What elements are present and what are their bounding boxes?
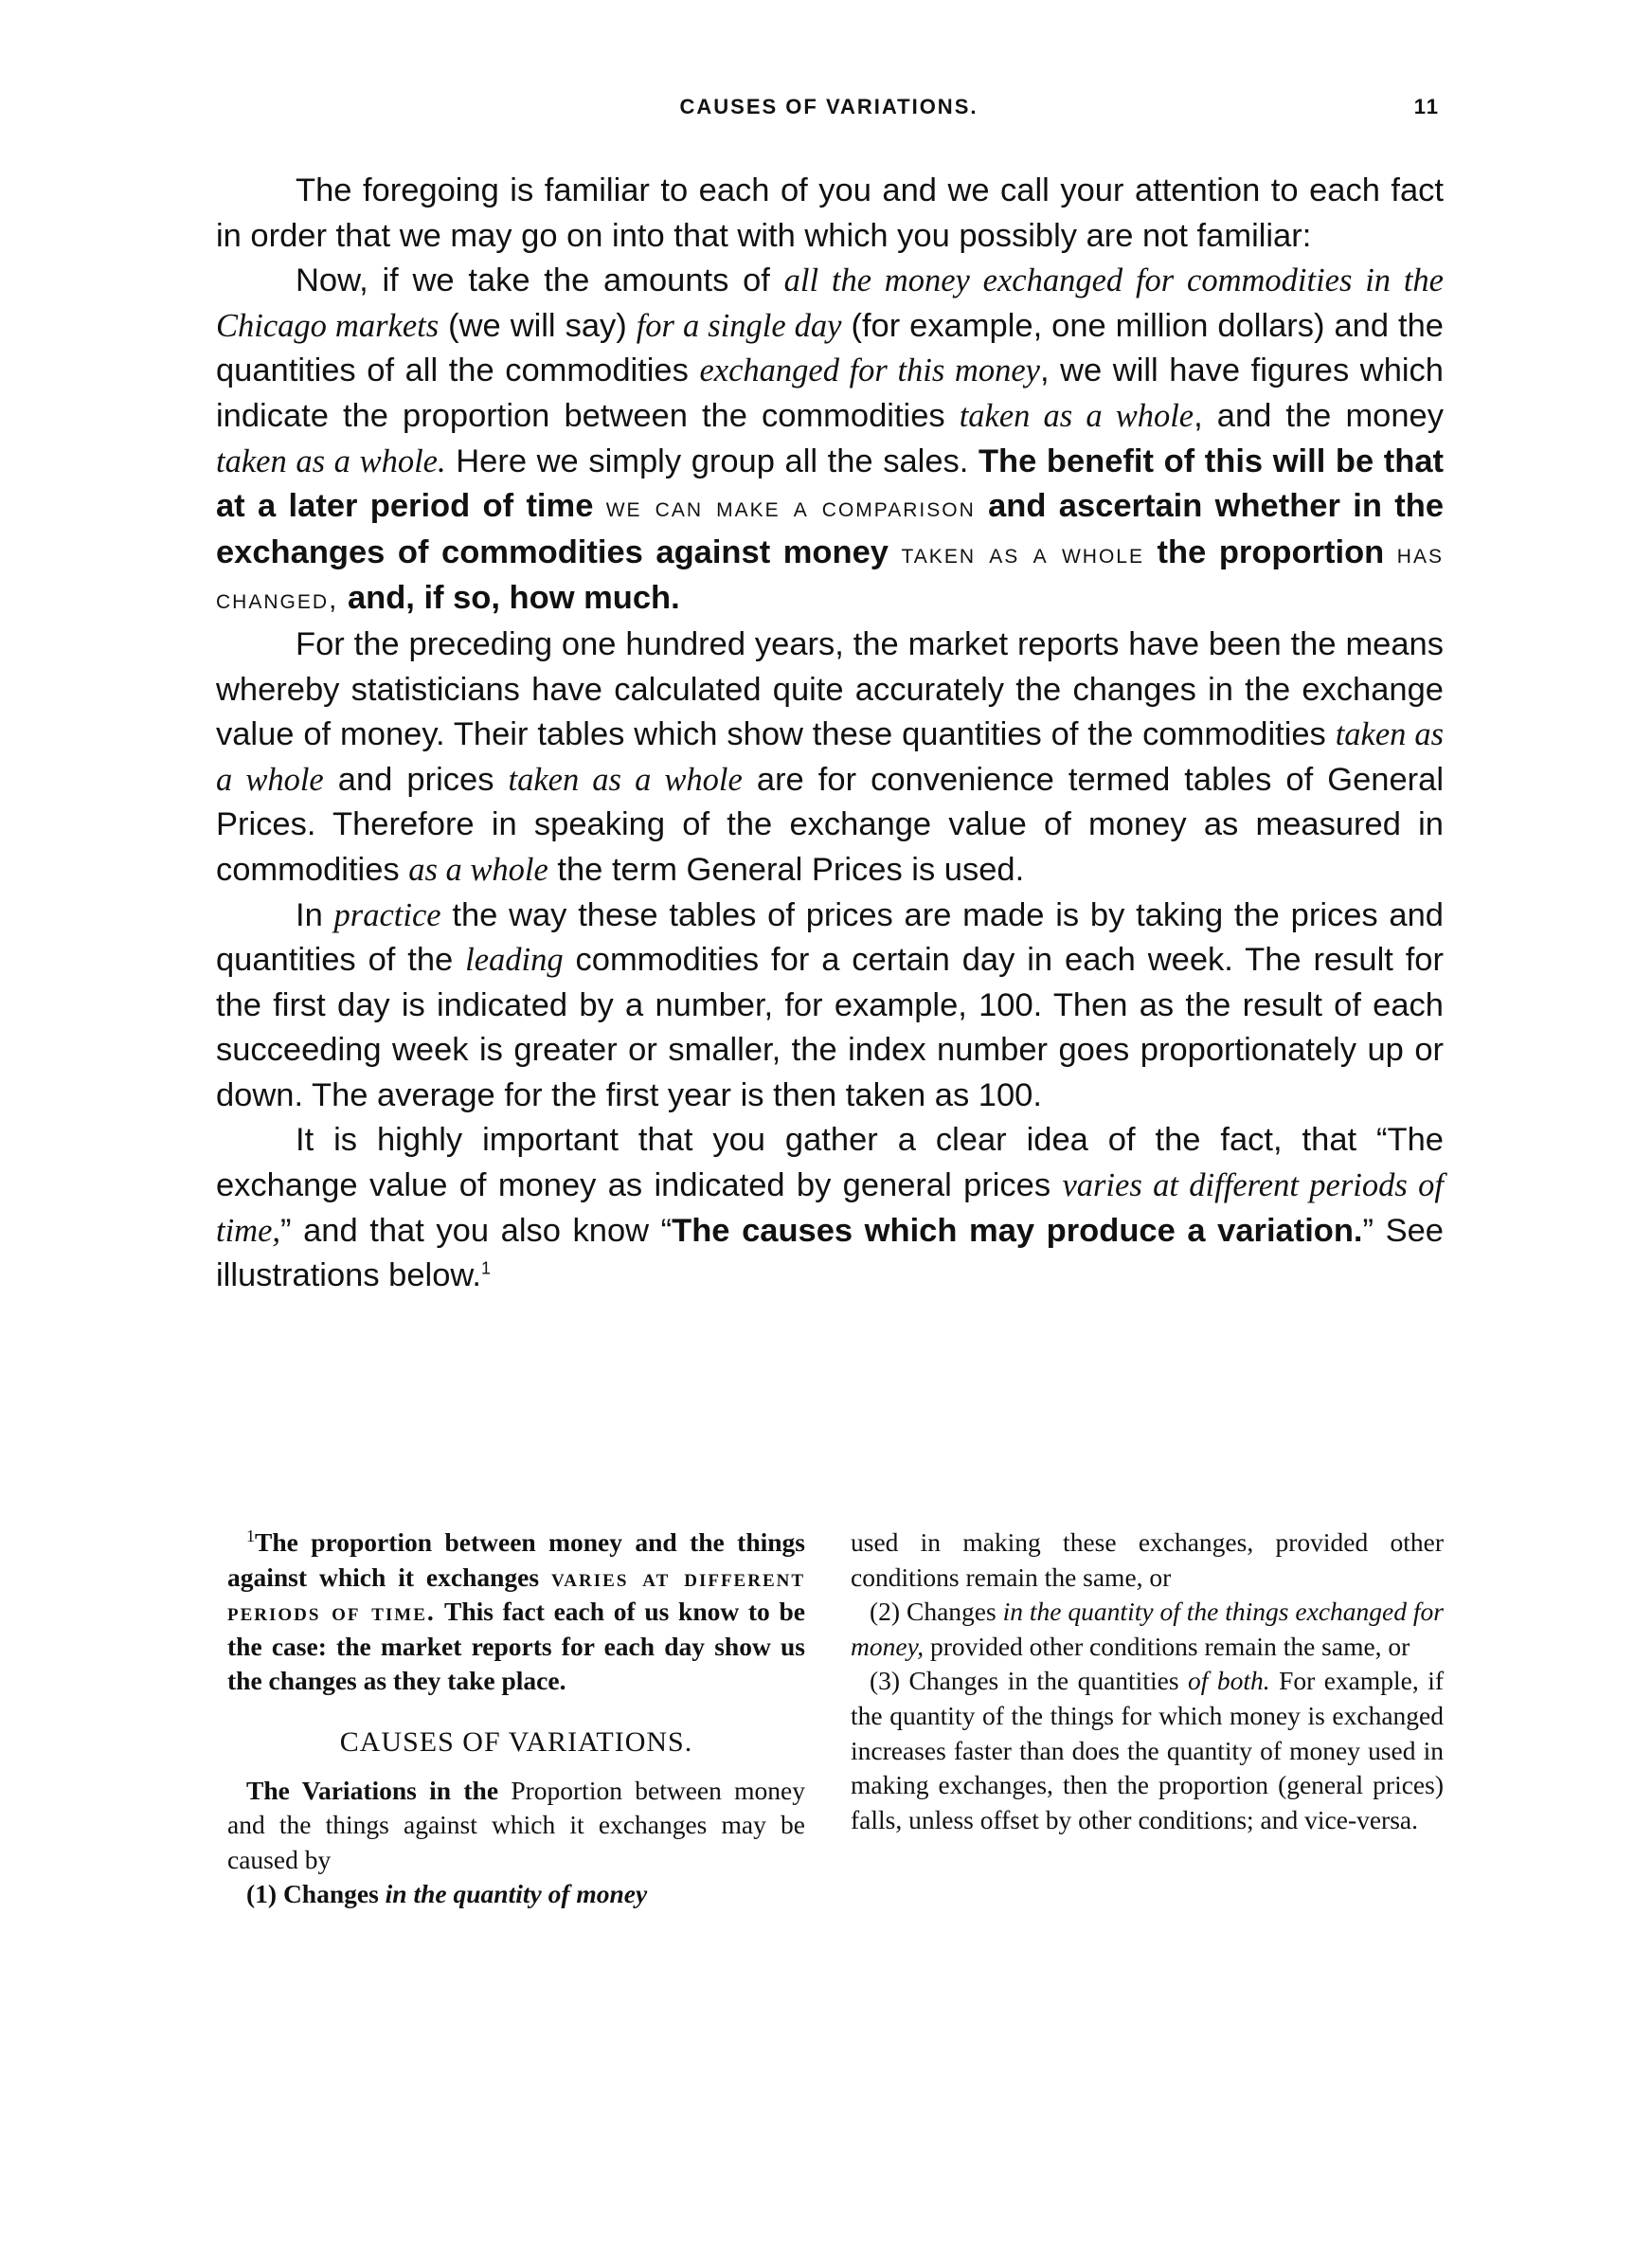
p2-text-c: (we will say): [439, 307, 637, 344]
footnote-block: [227, 1526, 1444, 2113]
footnote-column-left: [227, 1526, 805, 1912]
p4-text-a: In: [296, 896, 334, 933]
p2-text-i: , and the money: [1194, 397, 1444, 434]
item2-lead: (2) Changes: [870, 1597, 1003, 1627]
footnote-marker: 1: [246, 1526, 255, 1545]
p5-text-a: It is highly important that you gather a clear idea of the fact, that “The exchange value of money as indicated by general prices: [216, 1122, 1444, 1204]
footnote-item-1-start: [227, 1877, 805, 1912]
footnote-item-1-cont: used in making these exchanges, provided other conditions remain the same, or: [851, 1527, 1444, 1592]
footnote-lead-bold: The proportion between money and the things against which it exchanges: [227, 1527, 805, 1592]
p3-italic-b: taken as a whole: [216, 716, 1444, 798]
p2-italic-h: taken as a whole: [959, 397, 1194, 434]
paragraph-1: The foregoing is familiar to each of you and we call your attention to each fact in order that we may go on into that with which you possibly are not familiar:: [216, 172, 1444, 254]
p5-bold-d: The causes which may produce a variation.: [672, 1212, 1363, 1249]
p2-italic-j: taken as a whole.: [216, 442, 446, 479]
p2-smallcaps-q: has changed,: [216, 537, 1444, 616]
p5-text-e: ” See illustrations below.: [216, 1212, 1444, 1294]
paragraph-2: [216, 259, 1444, 623]
p3-italic-f: as a whole: [408, 851, 548, 888]
p2-smallcaps-o: taken as a whole: [901, 537, 1144, 569]
p3-text-g: the term General Prices is used.: [548, 851, 1025, 888]
p2-italic-d: for a single day: [636, 307, 842, 344]
footnote-lead: [227, 1526, 805, 1699]
footnote-column-right: [851, 1526, 1444, 1837]
item2-rest: provided other conditions remain the same, or: [924, 1631, 1410, 1661]
item3-lead: (3) Changes in the quantities: [870, 1666, 1188, 1696]
p2-italic-f: exchanged for this money: [699, 352, 1040, 389]
p4-italic-b: practice: [333, 896, 441, 933]
p4-text-c: the way these tables of prices are made is by taking the prices and quantities of the: [216, 896, 1444, 979]
p2-text-a: Now, if we take the amounts of: [296, 262, 784, 299]
p2-bold-r: and, if so, how much.: [338, 580, 680, 617]
p2-bold-l: The benefit of this will be that at a later period of time: [216, 442, 1445, 525]
footnote-item-3: [851, 1664, 1444, 1837]
p3-text-c: and prices: [323, 761, 509, 798]
item1-lead: (1) Changes: [246, 1879, 386, 1909]
p3-text-a: For the preceding one hundred years, the market reports have been the means whereby statisticians have calculated quite accurately the changes in the exchange value of money. Their tables which show these quantities of the commodities: [216, 625, 1444, 753]
p2-italic-b: all the money exchanged for commodities in the Chicago markets: [216, 262, 1444, 344]
p5-italic-b: varies at different periods of time,: [216, 1167, 1444, 1249]
item2-italic: in the quantity of the things exchanged for money,: [851, 1597, 1445, 1661]
paragraph-3: [216, 623, 1444, 894]
paragraph-5: [216, 1118, 1444, 1298]
footnote-lead-smallcaps: varies at different periods of time.: [227, 1562, 806, 1627]
page-number: 11: [1413, 95, 1440, 118]
p2-bold-n: and ascertain whether in the exchanges of commodities against money: [216, 488, 1445, 570]
footnote-intro-bold: The Variations in the: [246, 1775, 499, 1805]
p4-italic-d: leading: [465, 942, 564, 979]
p2-text-g: , we will have figures which indicate the proportion between the commodities: [216, 352, 1444, 434]
running-title: CAUSES OF VARIATIONS.: [679, 95, 979, 118]
footnote-intro: [227, 1774, 805, 1878]
p2-smallcaps-m: we can make a comparison: [605, 492, 976, 524]
item3-italic: of both.: [1187, 1666, 1270, 1696]
p5-text-c: ” and that you also know “: [280, 1212, 673, 1249]
p4-text-e: commodities for a certain day in each week. The result for the first day is indicated by a number, for example, 100. Then as the result of each succeeding week is greater or smaller, the index number goes proportionately up or down. The average for the first year is then taken as 100.: [216, 942, 1444, 1113]
footnote-intro-rest: Proportion between money and the things against which it exchanges may be caused by: [227, 1775, 805, 1874]
page-header: [218, 95, 1440, 133]
footnote-lead-rest: This fact each of us know to be the case: the market reports for each day show us the changes as they take place.: [227, 1597, 805, 1696]
footnote-item-2: [851, 1595, 1444, 1664]
p2-text-e: (for example, one million dollars) and the quantities of all the commodities: [216, 307, 1444, 389]
p3-italic-d: taken as a whole: [508, 761, 743, 798]
section-title: CAUSES OF VARIATIONS.: [339, 1725, 693, 1758]
item1-italic: in the quantity of money: [385, 1879, 648, 1909]
paragraph-4: [216, 894, 1444, 1119]
p3-text-e: are for convenience termed tables of General Prices. Therefore in speaking of the exchange value of money as measured in commodities: [216, 761, 1444, 888]
item3-rest: For example, if the quantity of the things for which money is exchanged increases faster than does the quantity of money used in making exchanges, then the proportion (general prices) falls, unless offset by other conditions; and vice-versa.: [851, 1666, 1445, 1834]
footnote-ref: 1: [480, 1258, 491, 1278]
p2-bold-p: the proportion: [1143, 533, 1397, 570]
main-text: [216, 169, 1444, 1299]
p2-text-k: Here we simply group all the sales.: [445, 442, 979, 479]
